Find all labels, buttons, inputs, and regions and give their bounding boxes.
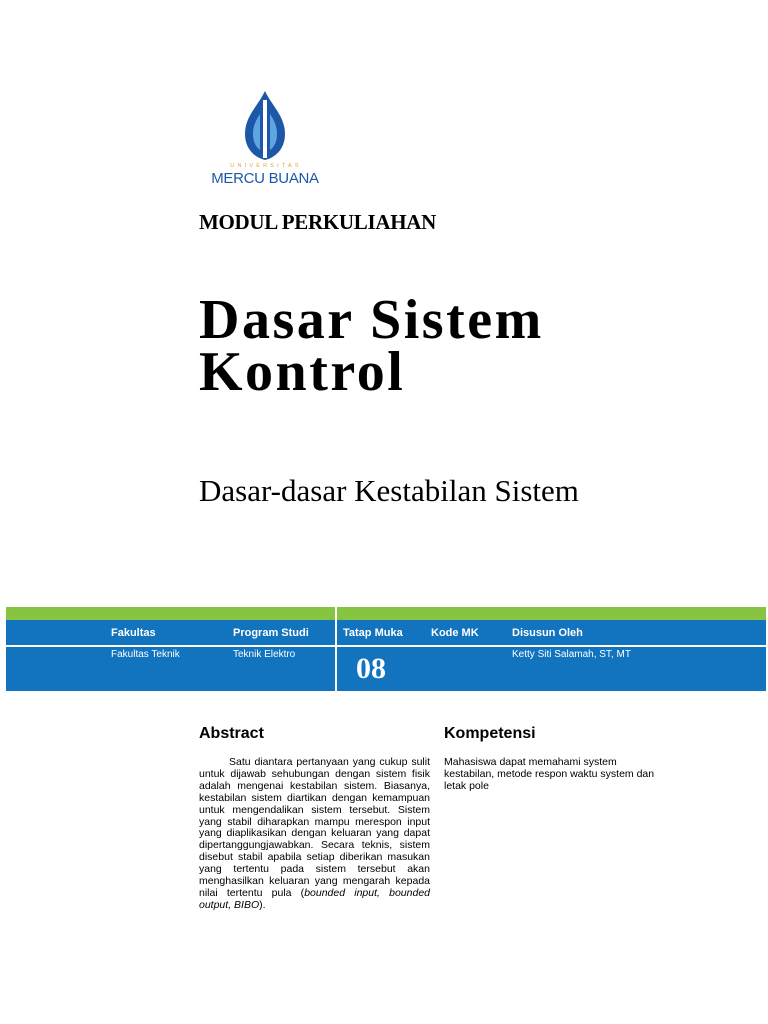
header-disusun-oleh: Disusun Oleh [512,627,583,639]
banner-divider [335,607,337,691]
header-tatap-muka: Tatap Muka [343,627,403,639]
header-program-studi: Program Studi [233,627,309,639]
course-title-line2: Kontrol [199,341,406,403]
abstract-text-italic: bounded input, bounded output, BIBO [199,886,430,911]
value-program-studi: Teknik Elektro [233,649,296,660]
abstract-text-end: ). [259,898,266,911]
modul-label: MODUL PERKULIAHAN [199,210,436,234]
abstract-title: Abstract [199,725,264,742]
header-kode-mk: Kode MK [431,627,479,639]
logo-name-text: MERCU BUANA [211,170,319,187]
course-title-line1: Dasar Sistem [199,289,544,351]
kompetensi-text: Mahasiswa dapat memahami system kestabilan, metode respon waktu system dan letak pole [444,756,655,792]
kompetensi-title: Kompetensi [444,725,536,742]
value-fakultas: Fakultas Teknik [111,649,180,660]
logo-universitas-text: UNIVERSITAS [230,163,302,169]
course-subtitle: Dasar-dasar Kestabilan Sistem [199,473,579,508]
value-disusun-oleh: Ketty Siti Salamah, ST, MT [512,649,631,660]
abstract-text [199,757,430,912]
value-tatap-muka: 08 [356,652,386,685]
course-title [199,289,544,403]
banner-green-bar [6,607,766,620]
abstract-text-main: Satu diantara pertanyaan yang cukup sulit untuk dijawab sehubungan dengan sistem fisik adalah mengenai kestabilan sistem. Biasanya, kestabilan sistem diartikan dengan kemampuan untuk mengendalikan sistem tersebut. Sistem yang stabil diharapkan mampu merespon input yang diaplikasikan dengan keluaran yang dapat dipertanggungjawabkan. Secara teknis, sistem disebut stabil apabila setiap diberikan masukan yang tertentu pada sistem tersebut akan menghasilkan keluaran yang mengarah kepada nilai tertentu pula ( [199,756,430,899]
header-fakultas: Fakultas [111,627,156,639]
